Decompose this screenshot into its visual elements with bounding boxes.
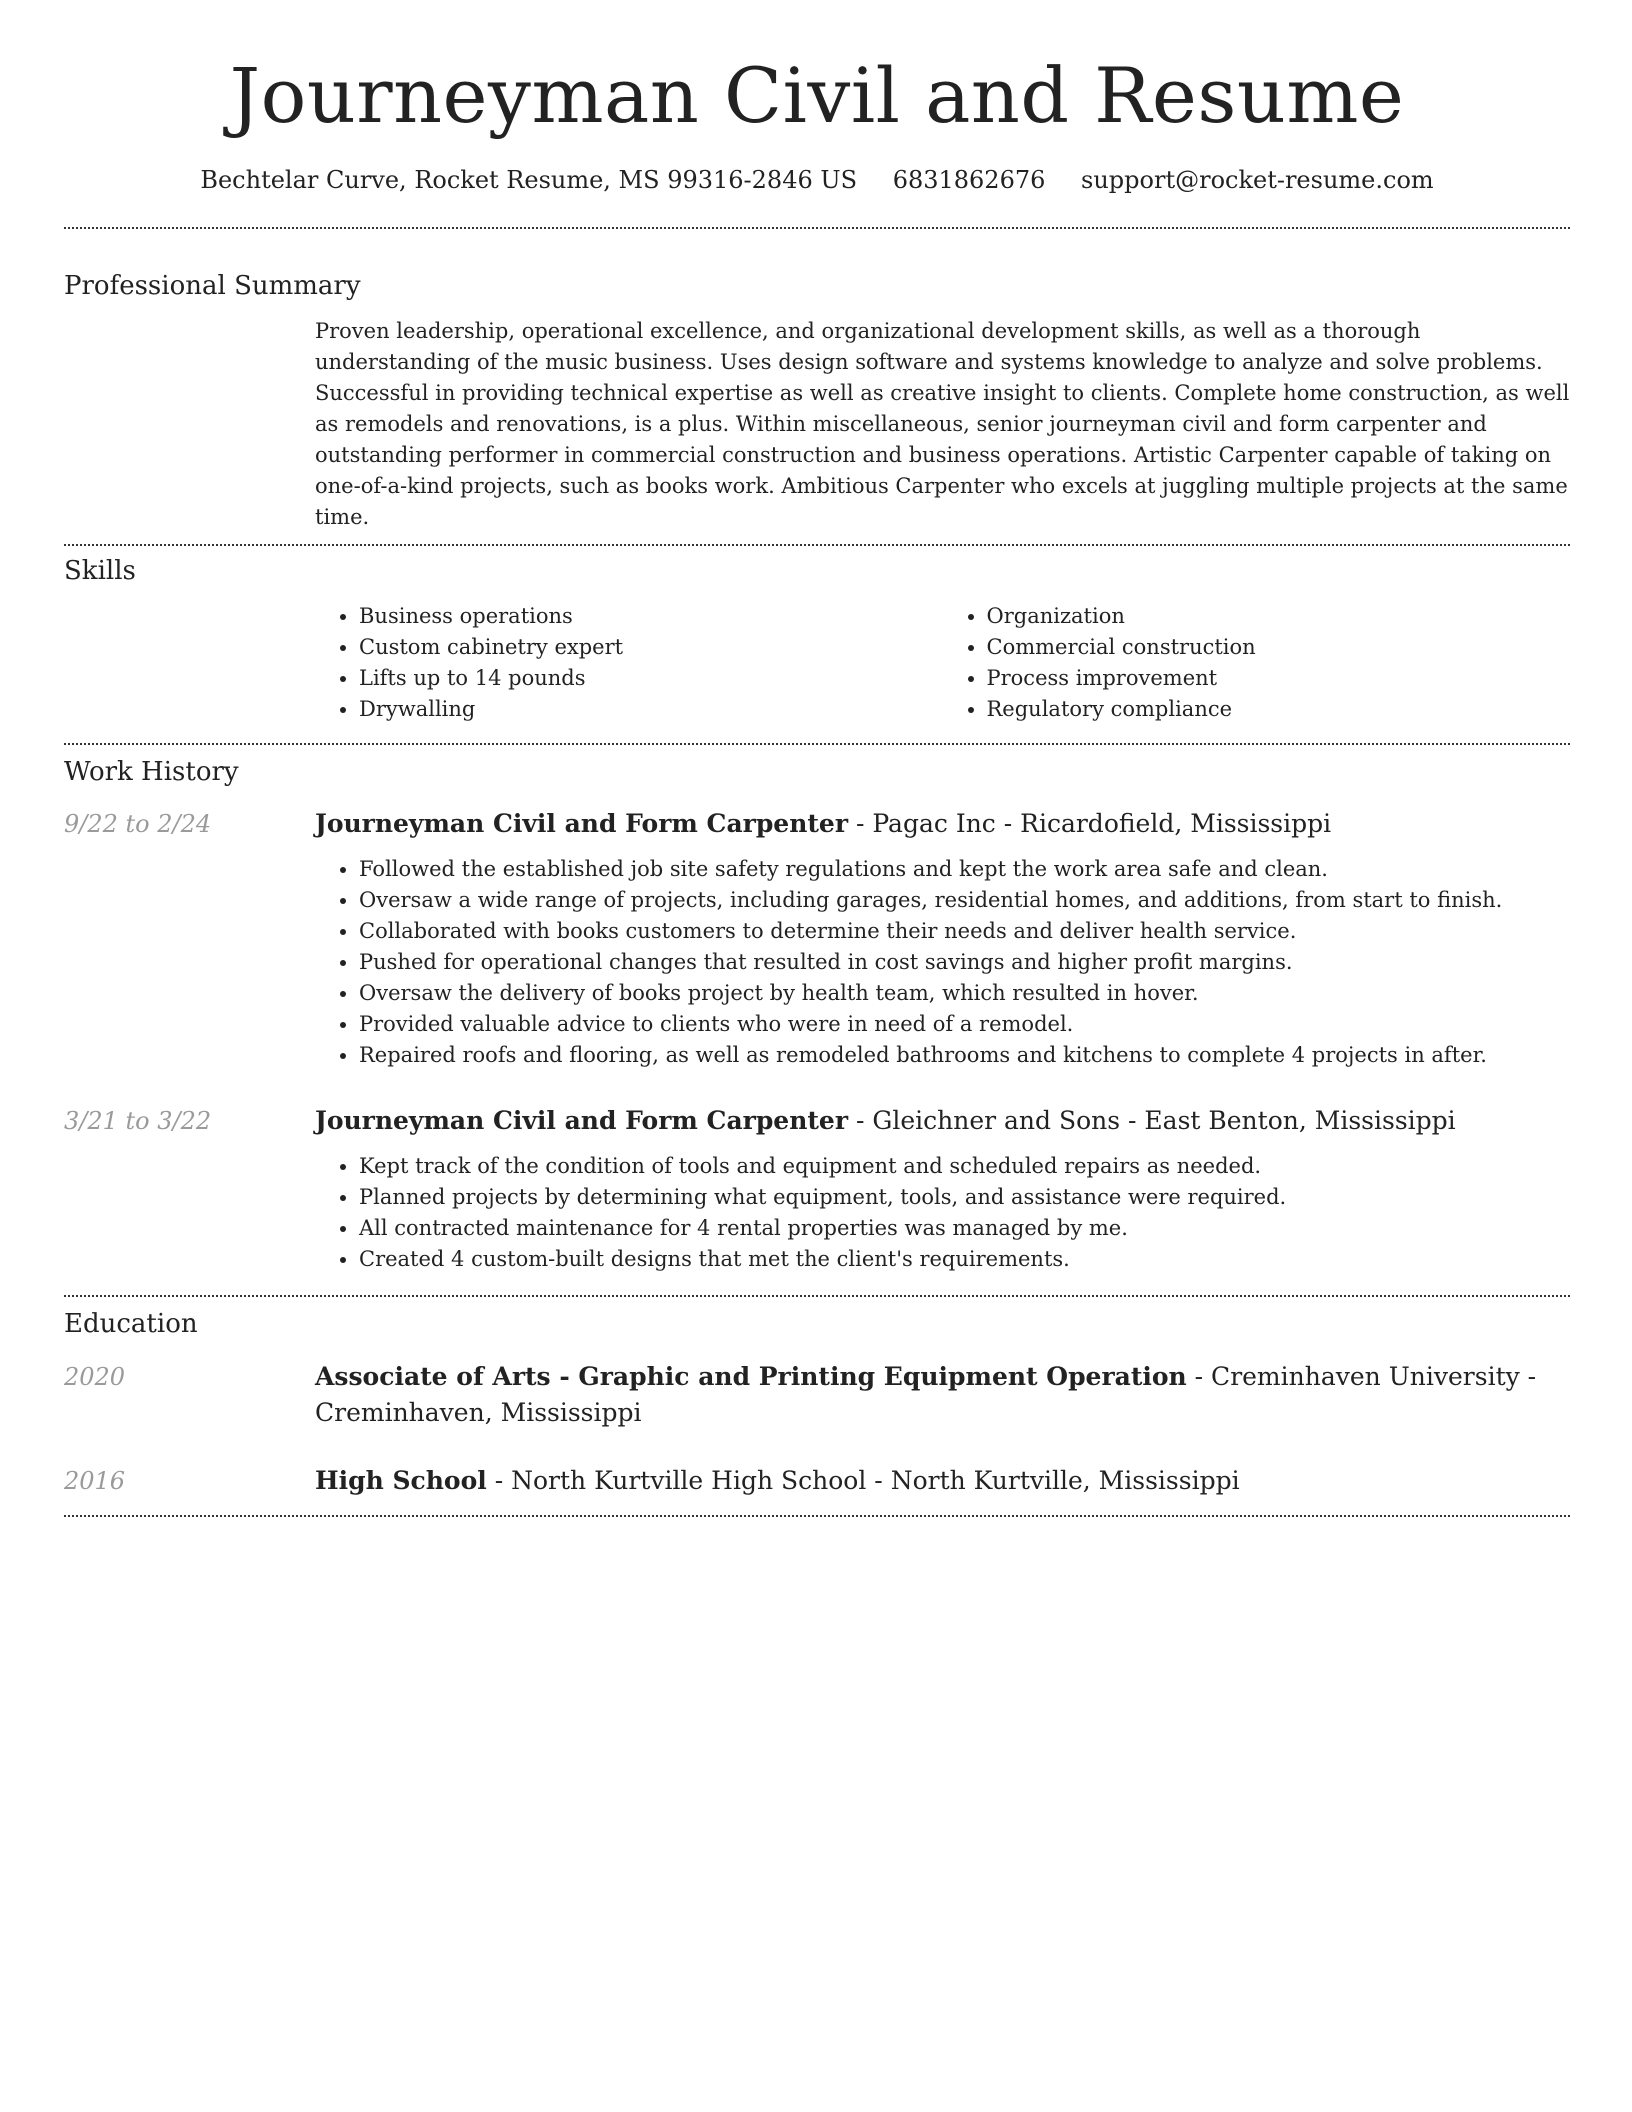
skill-item: • Lifts up to 14 pounds [359, 663, 943, 694]
job-bullet: • Followed the established job site safety regulations and kept the work area safe and clean. [359, 854, 1570, 885]
job-employer-location: - Gleichner and Sons - East Benton, Mississippi [848, 1106, 1456, 1136]
skills-column-left [315, 601, 943, 725]
divider [64, 1515, 1570, 1517]
job-bullet: • Kept track of the condition of tools and equipment and scheduled repairs as needed. [359, 1151, 1570, 1182]
skill-item: • Process improvement [987, 663, 1571, 694]
job-bullet: • Collaborated with books customers to determine their needs and deliver health service. [359, 916, 1570, 947]
divider [64, 227, 1570, 229]
summary-text: Proven leadership, operational excellence, and organizational development skills, as well as a thorough understanding of the music business. Uses design software and systems knowledge to analyze and solve problems. Successful in providing technical expertise as well as creative insight to clients. Complete home construction, as well as remodels and renovations, is a plus. Within miscellaneous, senior journeyman civil and form carpenter and outstanding performer in commercial construction and business operations. Artistic Carpenter capable of taking on one-of-a-kind projects, such as books work. Ambitious Carpenter who excels at juggling multiple projects at the same time. [315, 318, 1570, 529]
job-bullet: • Oversaw a wide range of projects, including garages, residential homes, and additions, from start to finish. [359, 885, 1570, 916]
job-bullets [315, 1151, 1570, 1275]
skills-heading: Skills [64, 555, 136, 586]
degree-title: Associate of Arts - Graphic and Printing Equipment Operation [315, 1361, 1187, 1391]
degree-title: High School [315, 1465, 487, 1495]
skills-list [315, 601, 1570, 725]
job-bullet: • Oversaw the delivery of books project by health team, which resulted in hover. [359, 978, 1570, 1009]
divider [64, 1295, 1570, 1297]
summary-heading: Professional Summary [64, 270, 361, 301]
contact-email[interactable]: support@rocket-resume.com [1081, 166, 1434, 194]
contact-line [64, 166, 1570, 195]
job-entry [64, 806, 1570, 1071]
contact-phone: 6831862676 [892, 166, 1046, 194]
work-heading: Work History [64, 757, 239, 788]
education-heading-line [315, 1359, 1570, 1431]
education-heading-line [315, 1463, 1570, 1499]
job-bullet: • Created 4 custom-built designs that met the client's requirements. [359, 1244, 1570, 1275]
skill-item: • Custom cabinetry expert [359, 632, 943, 663]
school-location: - Creminhaven University - Creminhaven, Mississippi [315, 1361, 1537, 1427]
skill-item: • Organization [987, 601, 1571, 632]
skill-item: • Regulatory compliance [987, 694, 1571, 725]
skill-item: • Drywalling [359, 694, 943, 725]
job-heading [315, 806, 1570, 842]
candidate-name: Journeyman Civil and Resume [229, 51, 1405, 140]
job-bullets [315, 854, 1570, 1071]
job-dates: 9/22 to 2/24 [64, 810, 212, 839]
job-bullet: • Repaired roofs and flooring, as well as remodeled bathrooms and kitchens to complete 4 projects in after. [359, 1040, 1570, 1071]
education-entry [64, 1359, 1570, 1431]
education-year: 2016 [64, 1466, 126, 1495]
skill-item: • Business operations [359, 601, 943, 632]
divider [64, 743, 1570, 745]
job-heading [315, 1103, 1570, 1139]
job-bullet: • Provided valuable advice to clients who were in need of a remodel. [359, 1009, 1570, 1040]
job-bullet: • Planned projects by determining what equipment, tools, and assistance were required. [359, 1182, 1570, 1213]
job-bullet: • All contracted maintenance for 4 rental properties was managed by me. [359, 1213, 1570, 1244]
divider [64, 544, 1570, 546]
resume-page [64, 0, 1570, 1517]
job-employer-location: - Pagac Inc - Ricardofield, Mississippi [848, 809, 1332, 839]
job-title: Journeyman Civil and Form Carpenter [315, 1106, 849, 1136]
job-dates: 3/21 to 3/22 [64, 1107, 212, 1136]
skills-column-right [943, 601, 1571, 725]
job-bullet: • Pushed for operational changes that resulted in cost savings and higher profit margins. [359, 947, 1570, 978]
job-entry [64, 1103, 1570, 1275]
education-heading: Education [64, 1309, 198, 1340]
contact-address: Bechtelar Curve, Rocket Resume, MS 99316-2846 US [200, 166, 858, 194]
education-entry [64, 1463, 1570, 1499]
school-location: - North Kurtville High School - North Kurtville, Mississippi [486, 1465, 1240, 1495]
job-title: Journeyman Civil and Form Carpenter [315, 809, 849, 839]
skill-item: • Commercial construction [987, 632, 1571, 663]
education-year: 2020 [64, 1362, 126, 1391]
